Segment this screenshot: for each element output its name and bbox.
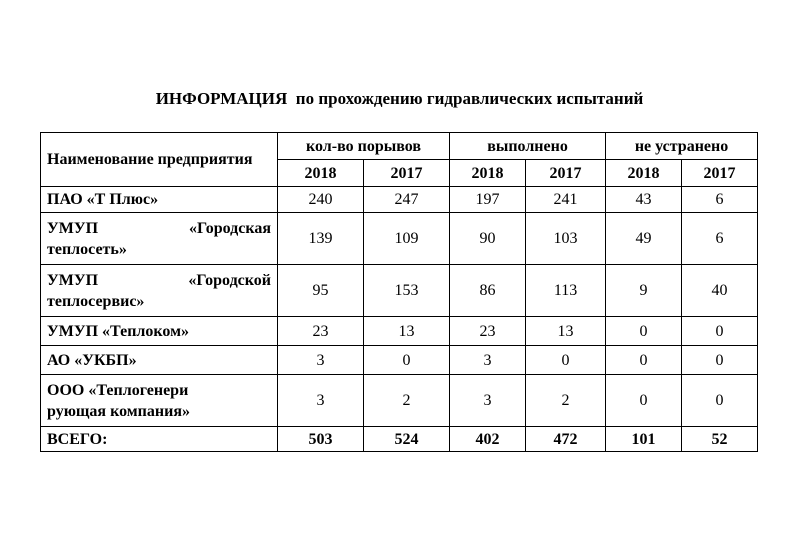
- header-year: 2017: [682, 160, 758, 187]
- value-cell: 103: [526, 213, 606, 265]
- value-cell: 95: [278, 265, 364, 317]
- header-year: 2017: [526, 160, 606, 187]
- enterprise-name-part: УМУП: [47, 271, 99, 289]
- enterprise-name-line1: ООО «Теплогенери: [47, 381, 189, 399]
- header-year: 2017: [364, 160, 450, 187]
- value-cell: 49: [606, 213, 682, 265]
- value-cell: 90: [450, 213, 526, 265]
- total-row: [41, 427, 758, 452]
- value-cell: 6: [682, 213, 758, 265]
- enterprise-name: [41, 213, 278, 265]
- header-name-cell: Наименование предприятия: [41, 133, 278, 187]
- total-value: 472: [526, 427, 606, 452]
- table-row: [41, 346, 758, 375]
- table-row: [41, 187, 758, 213]
- value-cell: 0: [682, 317, 758, 346]
- value-cell: 3: [450, 375, 526, 427]
- value-cell: 23: [278, 317, 364, 346]
- total-value: 402: [450, 427, 526, 452]
- enterprise-name: ПАО «Т Плюс»: [41, 187, 278, 213]
- value-cell: 139: [278, 213, 364, 265]
- value-cell: 109: [364, 213, 450, 265]
- table-row: [41, 213, 758, 265]
- enterprise-name: АО «УКБП»: [41, 346, 278, 375]
- value-cell: 241: [526, 187, 606, 213]
- enterprise-name-line2: рующая компания»: [47, 402, 190, 420]
- value-cell: 0: [606, 346, 682, 375]
- value-cell: 9: [606, 265, 682, 317]
- total-label: ВСЕГО:: [41, 427, 278, 452]
- value-cell: 86: [450, 265, 526, 317]
- value-cell: 197: [450, 187, 526, 213]
- total-value: 52: [682, 427, 758, 452]
- value-cell: 13: [526, 317, 606, 346]
- header-group-done: выполнено: [450, 133, 606, 160]
- value-cell: 40: [682, 265, 758, 317]
- value-cell: 0: [606, 375, 682, 427]
- hydraulic-tests-table: [40, 132, 758, 452]
- value-cell: 113: [526, 265, 606, 317]
- table-row: [41, 265, 758, 317]
- header-group-unresolved: не устранено: [606, 133, 758, 160]
- value-cell: 0: [606, 317, 682, 346]
- enterprise-name-part: «Городская: [188, 219, 271, 237]
- value-cell: 43: [606, 187, 682, 213]
- value-cell: 0: [526, 346, 606, 375]
- value-cell: 2: [364, 375, 450, 427]
- value-cell: 0: [682, 346, 758, 375]
- total-value: 101: [606, 427, 682, 452]
- value-cell: 240: [278, 187, 364, 213]
- enterprise-name-part: УМУП: [47, 219, 99, 237]
- value-cell: 3: [450, 346, 526, 375]
- value-cell: 153: [364, 265, 450, 317]
- table-row: [41, 317, 758, 346]
- value-cell: 23: [450, 317, 526, 346]
- enterprise-name-line2: теплосеть»: [47, 240, 127, 258]
- value-cell: 0: [682, 375, 758, 427]
- value-cell: 3: [278, 346, 364, 375]
- header-group-breaks: кол-во порывов: [278, 133, 450, 160]
- value-cell: 6: [682, 187, 758, 213]
- header-year: 2018: [278, 160, 364, 187]
- enterprise-name-part: «Городской: [188, 271, 271, 289]
- enterprise-name: УМУП «Теплоком»: [41, 317, 278, 346]
- header-year: 2018: [450, 160, 526, 187]
- total-value: 524: [364, 427, 450, 452]
- value-cell: 247: [364, 187, 450, 213]
- value-cell: 3: [278, 375, 364, 427]
- header-row-groups: [41, 133, 758, 160]
- enterprise-name: [41, 375, 278, 427]
- header-year: 2018: [606, 160, 682, 187]
- table-row: [41, 375, 758, 427]
- enterprise-name: [41, 265, 278, 317]
- value-cell: 13: [364, 317, 450, 346]
- value-cell: 0: [364, 346, 450, 375]
- value-cell: 2: [526, 375, 606, 427]
- total-value: 503: [278, 427, 364, 452]
- document-title: ИНФОРМАЦИЯ по прохождению гидравлических испытаний: [155, 89, 644, 108]
- enterprise-name-line2: теплосервис»: [47, 292, 145, 310]
